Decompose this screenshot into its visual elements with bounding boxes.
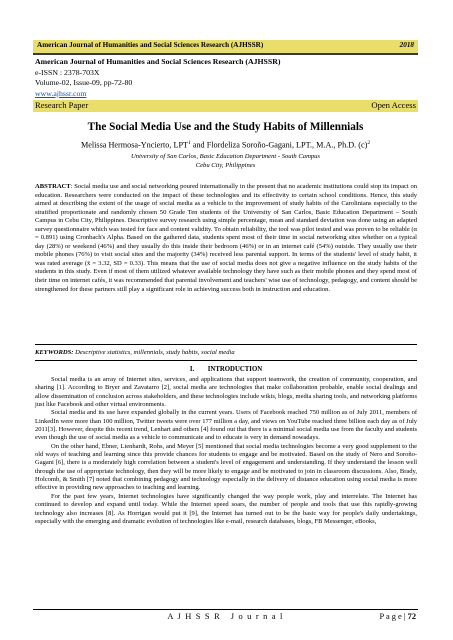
meta-journal-name: American Journal of Humanities and Social Sciences Research (AJHSSR) (35, 57, 281, 66)
journal-url-link[interactable]: www.ajhssr.com (35, 88, 87, 98)
affiliation-line-1: University of San Carlos, Basic Education Department - South Campus (130, 153, 320, 160)
divider-top (35, 344, 417, 345)
access-type-label: Open Access (371, 100, 416, 110)
paragraph: On the other hand, Ebner, Lienhardt, Rohs, and Meyer [5] mentioned that social media technologies become a very good supplement to the old ways of teaching and learning since this provide chances for students to engage and be motivated. Based on the study of Nero and Soroño-Gagani [6], there is a moderately high correlation between a student's level of engagement and understanding. If they understand the lesson well through the use of appropriate technology, then they will be more likely to engage and be motivated to join in classroom discussions. Also, Brady, Holcomb, & Smith [7] noted that combining pedagogy and technology especially in the delivery of distance education using social media is more effective in providing new approaches to teaching and learning. (35, 442, 417, 492)
affiliation-line-2: Cebu City, Philippines (195, 162, 256, 169)
section-heading: I. INTRODUCTION (189, 366, 263, 373)
abstract (35, 183, 417, 294)
author-2-sup: 2 (367, 140, 371, 146)
author-1: Melissa Hermosa-Yncierto, LPT (80, 140, 189, 150)
abstract-label: ABSTRACT (35, 183, 71, 190)
paragraph: Social media is an array of Internet sites, services, and applications that support teamwork, the creation of community, cooperation, and sharing [1]. According to Bryer and Zavatarro [2], social media are technologies that make collaboration probable, enable social dealings and allow dissemination of conclusion across stakeholders, and these technologies include wikis, blogs, media sharing tools, and networking platforms just like Facebook and other virtual environments. (35, 376, 417, 409)
meta-eissn: e-ISSN : 2378-703X (35, 67, 100, 77)
footer-journal: A J H S S R J o u r n a l (167, 612, 284, 621)
author-2: and Flordeliza Soroño-Gagani, LPT., M.A., Ph.D. (c) (190, 140, 368, 150)
keywords-text: Descriptive statistics, millennials, study habits, social media (73, 349, 235, 356)
publication-meta (35, 57, 420, 99)
page-num: 72 (407, 612, 416, 621)
paragraph: For the past few years, Internet technologies have significantly changed the way people work, play and interrelate. The Internet has continued to develop and expand until today. While the Internet speed soars, the number of people and tools that use this rapidly-growing technology also increases [8]. As Horrigan would put it [9], the Internet has turned out to be the basic way for people's daily undertakings, especially with the emerging and dramatic evolution of technologies like e-mail, research databases, blogs, FB Messenger, eBooks, (35, 492, 417, 525)
footer-divider (33, 609, 418, 610)
paper-type-band (33, 100, 418, 112)
body-text (35, 376, 417, 526)
header-journal-title: American Journal of Humanities and Social Sciences Research (AJHSSR) (37, 41, 264, 49)
paper-type-label: Research Paper (35, 100, 89, 110)
author-1-sup: 1 (188, 140, 191, 146)
keywords (35, 349, 417, 356)
abstract-text: : Social media use and social networking poured internationally in the present that no academic institutions could stop its impact on education. Researchers were conducted on the impact of these technologies and its effectivity to certain school conditions. Hence, this study aimed at describing the extent of the usage of social media as a vehicle to the improvement of study habits of the Carolinians especially to the stratified proportionate and randomly chosen 50 Grade Ten students of the University of San Carlos, Basic Education Department – South Campus in Cebu City, Philippines. Descriptive survey research using simple percentage, mean and standard deviation was done using an adapted survey questionnaire which was tested for face and content validity. To obtain reliability, the tool was pilot tested and was proven to be reliable (α = 0.891) using Cronbach's Alpha. Based on the gathered data, students spent most of their time in social networking sites whether on a typical day (28%) or weekend (46%) and they usually do this inside their bedroom (46%) or in an internet café (54%) outside. They usually use their mobile phones (76%) to visit social sites and the majority (34%) received less parental support. In terms of the students' level of study habit, it was rated average (x̄ = 3.32, SD = 0.33). This means that the use of social media does not give a negative influence on the study habits of the students in this study. Even if most of them utilized whatever available technology they have such as their mobile phones and they spend most of their time on internet cafés, it was recommended that parental involvement and teachers' wise use of technology, pedagogy, and content should be strengthened for these partners still play a significant role in achieving success both in instruction and education. (35, 183, 417, 293)
affiliation (33, 152, 418, 170)
meta-volume: Volume-02, Issue-09, pp-72-80 (35, 78, 133, 88)
page-footer (33, 612, 418, 624)
header-year: 2018 (399, 41, 414, 49)
author-line (33, 140, 418, 150)
paper-title: The Social Media Use and the Study Habits of Millennials (87, 121, 364, 133)
page-number (380, 612, 417, 621)
journal-header-band (33, 40, 418, 55)
keywords-label: KEYWORDS: (35, 349, 74, 356)
page-label: P a g e | (379, 612, 408, 621)
divider-bottom (35, 360, 417, 361)
paragraph: Social media and its use have expanded globally in the current years. Users of Facebook reached 750 million as of July 2011, members of LinkedIn were more than 100 million, Twitter tweets were over 177 million a day, and views on YouTube reached three billion each day as of July 2011[3]. However, despite this recent trend, Lenhart and others [4] found out that there is a minimal social media use from the faculty and students even though the use of social media as a vehicle to communicate and to educate is very in demand nowadays. (35, 409, 417, 442)
